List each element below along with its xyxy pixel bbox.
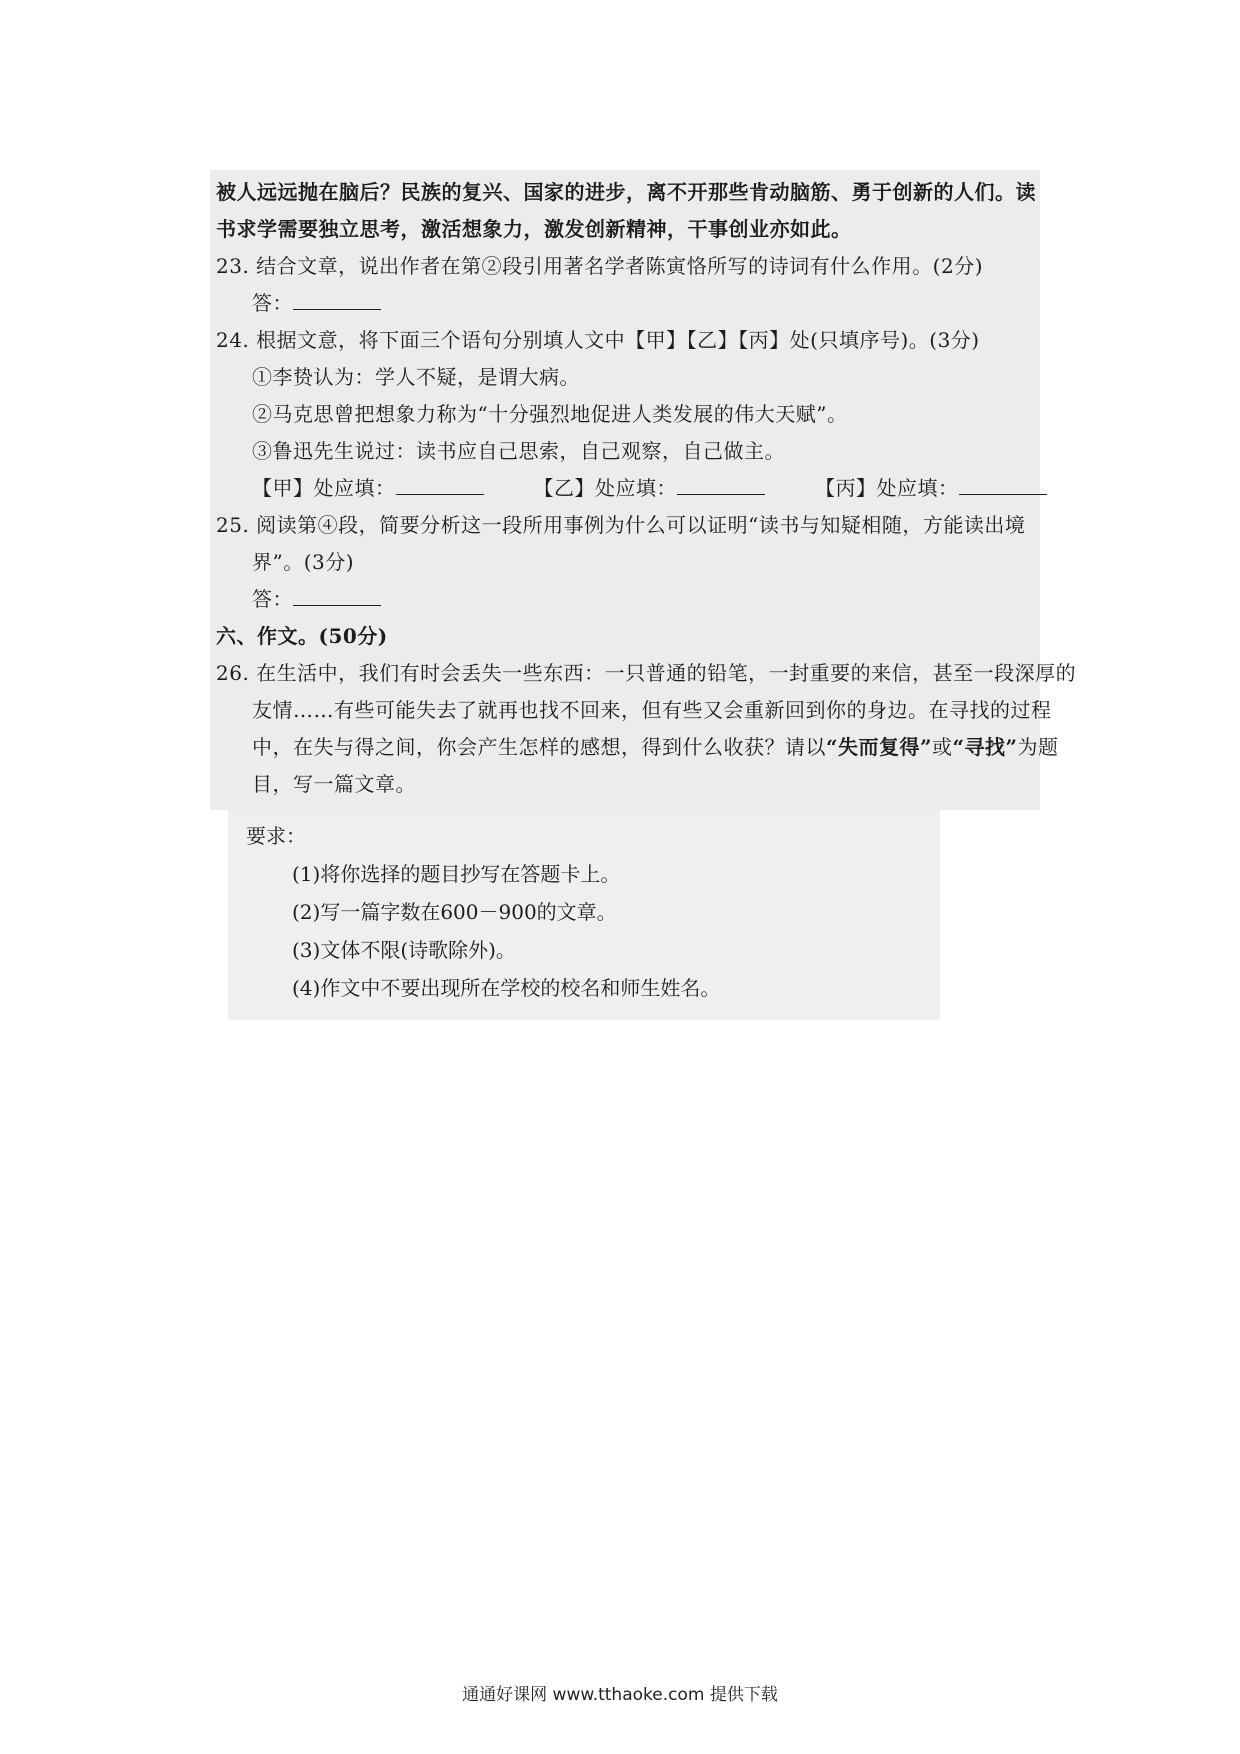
q24-fill-yi-label: 【乙】处应填： xyxy=(533,476,677,500)
question-26-line-2: 友情……有些可能失去了就再也找不回来，但有些又会重新回到你的身边。在寻找的过程 xyxy=(252,698,1052,722)
question-24: 24. 根据文意，将下面三个语句分别填人文中【甲】【乙】【丙】处(只填序号)。(3分) xyxy=(216,328,980,352)
passage-tail-line-2: 书求学需要独立思考，激活想象力，激发创新精神，干事创业亦如此。 xyxy=(216,217,852,241)
q24-option-3: ③鲁迅先生说过：读书应自己思索，自己观察，自己做主。 xyxy=(252,439,785,463)
q25-answer-blank[interactable] xyxy=(293,585,381,606)
question-26-line-4: 目，写一篇文章。 xyxy=(252,772,416,796)
q26-line3-a: 中，在失与得之间，你会产生怎样的感想，得到什么收获？请以 xyxy=(252,735,826,759)
question-25-line-2: 界”。(3分) xyxy=(252,550,355,574)
requirements-block xyxy=(228,810,940,1020)
question-23: 23. 结合文章，说出作者在第②段引用著名学者陈寅恪所写的诗词有什么作用。(2分) xyxy=(216,254,983,278)
requirement-item-4: (4)作文中不要出现所在学校的校名和师生姓名。 xyxy=(292,976,721,1000)
q26-title-option-2: “寻找” xyxy=(952,735,1018,759)
q23-answer-label: 答： xyxy=(252,291,293,315)
page-footer: 通通好课网 www.tthaoke.com 提供下载 xyxy=(462,1685,778,1705)
q25-answer-line xyxy=(216,585,1022,622)
q26-line3-c: 或 xyxy=(932,735,953,759)
q24-option-1: ①李贽认为：学人不疑，是谓大病。 xyxy=(252,365,580,389)
q24-option-2: ②马克思曾把想象力称为“十分强烈地促进人类发展的伟大天赋”。 xyxy=(252,402,848,426)
q26-title-option-1: “失而复得” xyxy=(826,735,933,759)
section-6-heading: 六、作文。(50分) xyxy=(216,624,388,648)
requirement-item-1: (1)将你选择的题目抄写在答题卡上。 xyxy=(292,862,621,886)
requirements-heading: 要求： xyxy=(246,824,306,848)
q26-line3-e: 为题 xyxy=(1017,735,1059,759)
requirement-item-2: (2)写一篇字数在600－900的文章。 xyxy=(292,900,617,924)
passage-tail-line-1: 被人远远抛在脑后？民族的复兴、国家的进步，离不开那些肯动脑筋、勇于创新的人们。读 xyxy=(216,180,1036,204)
q24-fill-row xyxy=(216,474,1022,511)
q25-answer-label: 答： xyxy=(252,587,293,611)
question-26-line-3 xyxy=(216,733,1059,770)
q23-answer-line xyxy=(216,289,1022,326)
q24-fill-bing-label: 【丙】处应填： xyxy=(815,476,959,500)
requirement-item-3: (3)文体不限(诗歌除外)。 xyxy=(292,938,516,962)
q24-fill-bing-blank[interactable] xyxy=(959,474,1047,495)
scanned-exam-block xyxy=(210,170,1077,810)
q24-fill-yi-blank[interactable] xyxy=(677,474,765,495)
q23-answer-blank[interactable] xyxy=(293,289,381,310)
q24-fill-jia-blank[interactable] xyxy=(396,474,484,495)
question-26-line-1: 26. 在生活中，我们有时会丢失一些东西：一只普通的铅笔，一封重要的来信，甚至一段深厚的 xyxy=(216,661,1077,685)
question-25-line-1: 25. 阅读第④段，简要分析这一段所用事例为什么可以证明“读书与知疑相随，方能读出境 xyxy=(216,513,1026,537)
q24-fill-jia-label: 【甲】处应填： xyxy=(252,476,396,500)
